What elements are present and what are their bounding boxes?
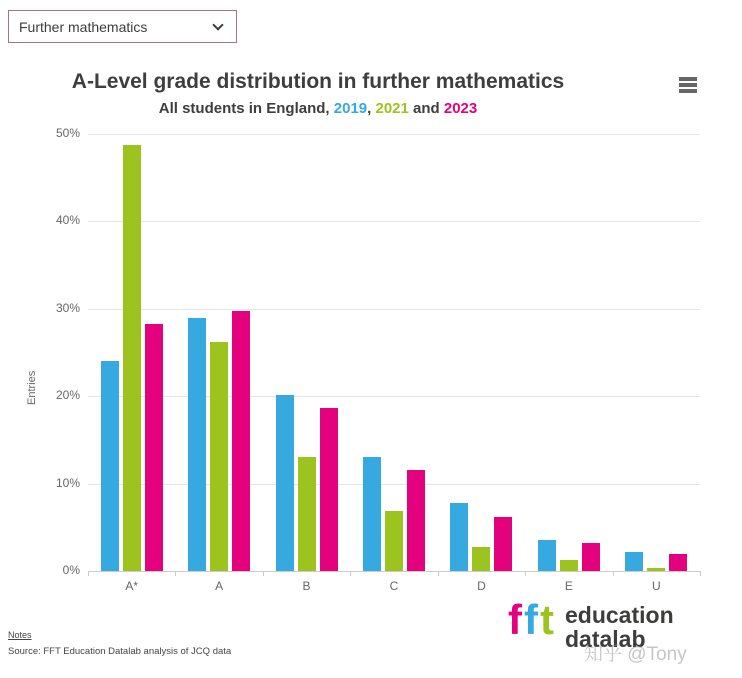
x-axis-category-label: B [302,579,311,593]
subtitle-prefix: All students in England, [158,100,334,117]
bar-2023-B[interactable] [320,408,338,571]
bar-2021-A*[interactable] [123,145,141,572]
chevron-down-icon [212,19,223,30]
x-axis-tick [438,571,439,576]
x-axis-tick [613,571,614,576]
subtitle-sep2: and [408,100,444,117]
bar-2019-D[interactable] [450,503,468,571]
subtitle-sep1: , [367,100,376,117]
chart-subtitle [0,100,636,117]
chart-title: A-Level grade distribution in further mathematics [71,70,565,93]
logo-line-datalab: datalab [565,626,646,652]
subject-dropdown[interactable] [8,10,237,43]
source-text: Source: FFT Education Datalab analysis of JCQ data [8,646,232,657]
bar-2023-U[interactable] [669,554,687,571]
x-axis-category-label: A [215,579,224,593]
bar-2021-D[interactable] [472,547,490,571]
bar-2019-A[interactable] [188,318,206,571]
subject-dropdown-value: Further mathematics [19,18,148,35]
bar-2021-U[interactable] [647,568,665,571]
fft-logo-letters: fft [508,596,556,643]
x-axis-tick [350,571,351,576]
bar-2023-D[interactable] [494,517,512,571]
y-axis-title: Entries [26,370,38,405]
bar-2019-C[interactable] [363,457,381,571]
x-axis-tick [263,571,264,576]
watermark: 知乎 @Tony [584,644,687,665]
bar-2019-A*[interactable] [101,361,119,571]
x-axis-category-label: A* [125,579,139,593]
bar-2021-C[interactable] [385,511,403,571]
x-axis-tick [700,571,701,576]
y-axis-tick-label: 30% [55,300,80,315]
x-axis-category-label: C [389,579,399,593]
bar-2019-E[interactable] [538,540,556,571]
logo-line-education: education [565,602,674,628]
y-axis-tick-label: 10% [55,475,80,490]
x-axis-category-label: D [477,579,486,593]
bar-2021-B[interactable] [298,457,316,571]
gridline [88,484,700,485]
subtitle-year-2023: 2023 [443,100,478,117]
gridline [88,221,700,222]
x-axis-category-label: U [651,579,661,593]
bar-2023-E[interactable] [582,543,600,571]
subtitle-year-2021: 2021 [375,100,409,117]
subtitle-year-2019: 2019 [333,100,368,117]
gridline [88,134,700,135]
plot-area [88,134,700,571]
bar-2023-A*[interactable] [145,324,163,571]
bar-2023-A[interactable] [232,311,250,571]
gridline [88,396,700,397]
y-axis-tick-label: 40% [55,213,80,228]
bar-2019-U[interactable] [625,552,643,571]
x-axis-tick [525,571,526,576]
notes-link[interactable]: Notes [8,630,32,640]
bar-2023-C[interactable] [407,470,425,571]
hamburger-menu-icon[interactable] [679,77,697,95]
bar-2021-E[interactable] [560,560,578,571]
x-axis-tick [175,571,176,576]
bar-2019-B[interactable] [276,395,294,571]
x-axis-tick [88,571,89,576]
bar-2021-A[interactable] [210,342,228,571]
y-axis-tick-label: 0% [62,563,80,577]
y-axis-tick-label: 50% [55,126,80,140]
x-axis-category-label: E [564,579,573,593]
gridline [88,309,700,310]
x-axis-line [88,571,700,572]
y-axis-tick-label: 20% [55,388,80,403]
